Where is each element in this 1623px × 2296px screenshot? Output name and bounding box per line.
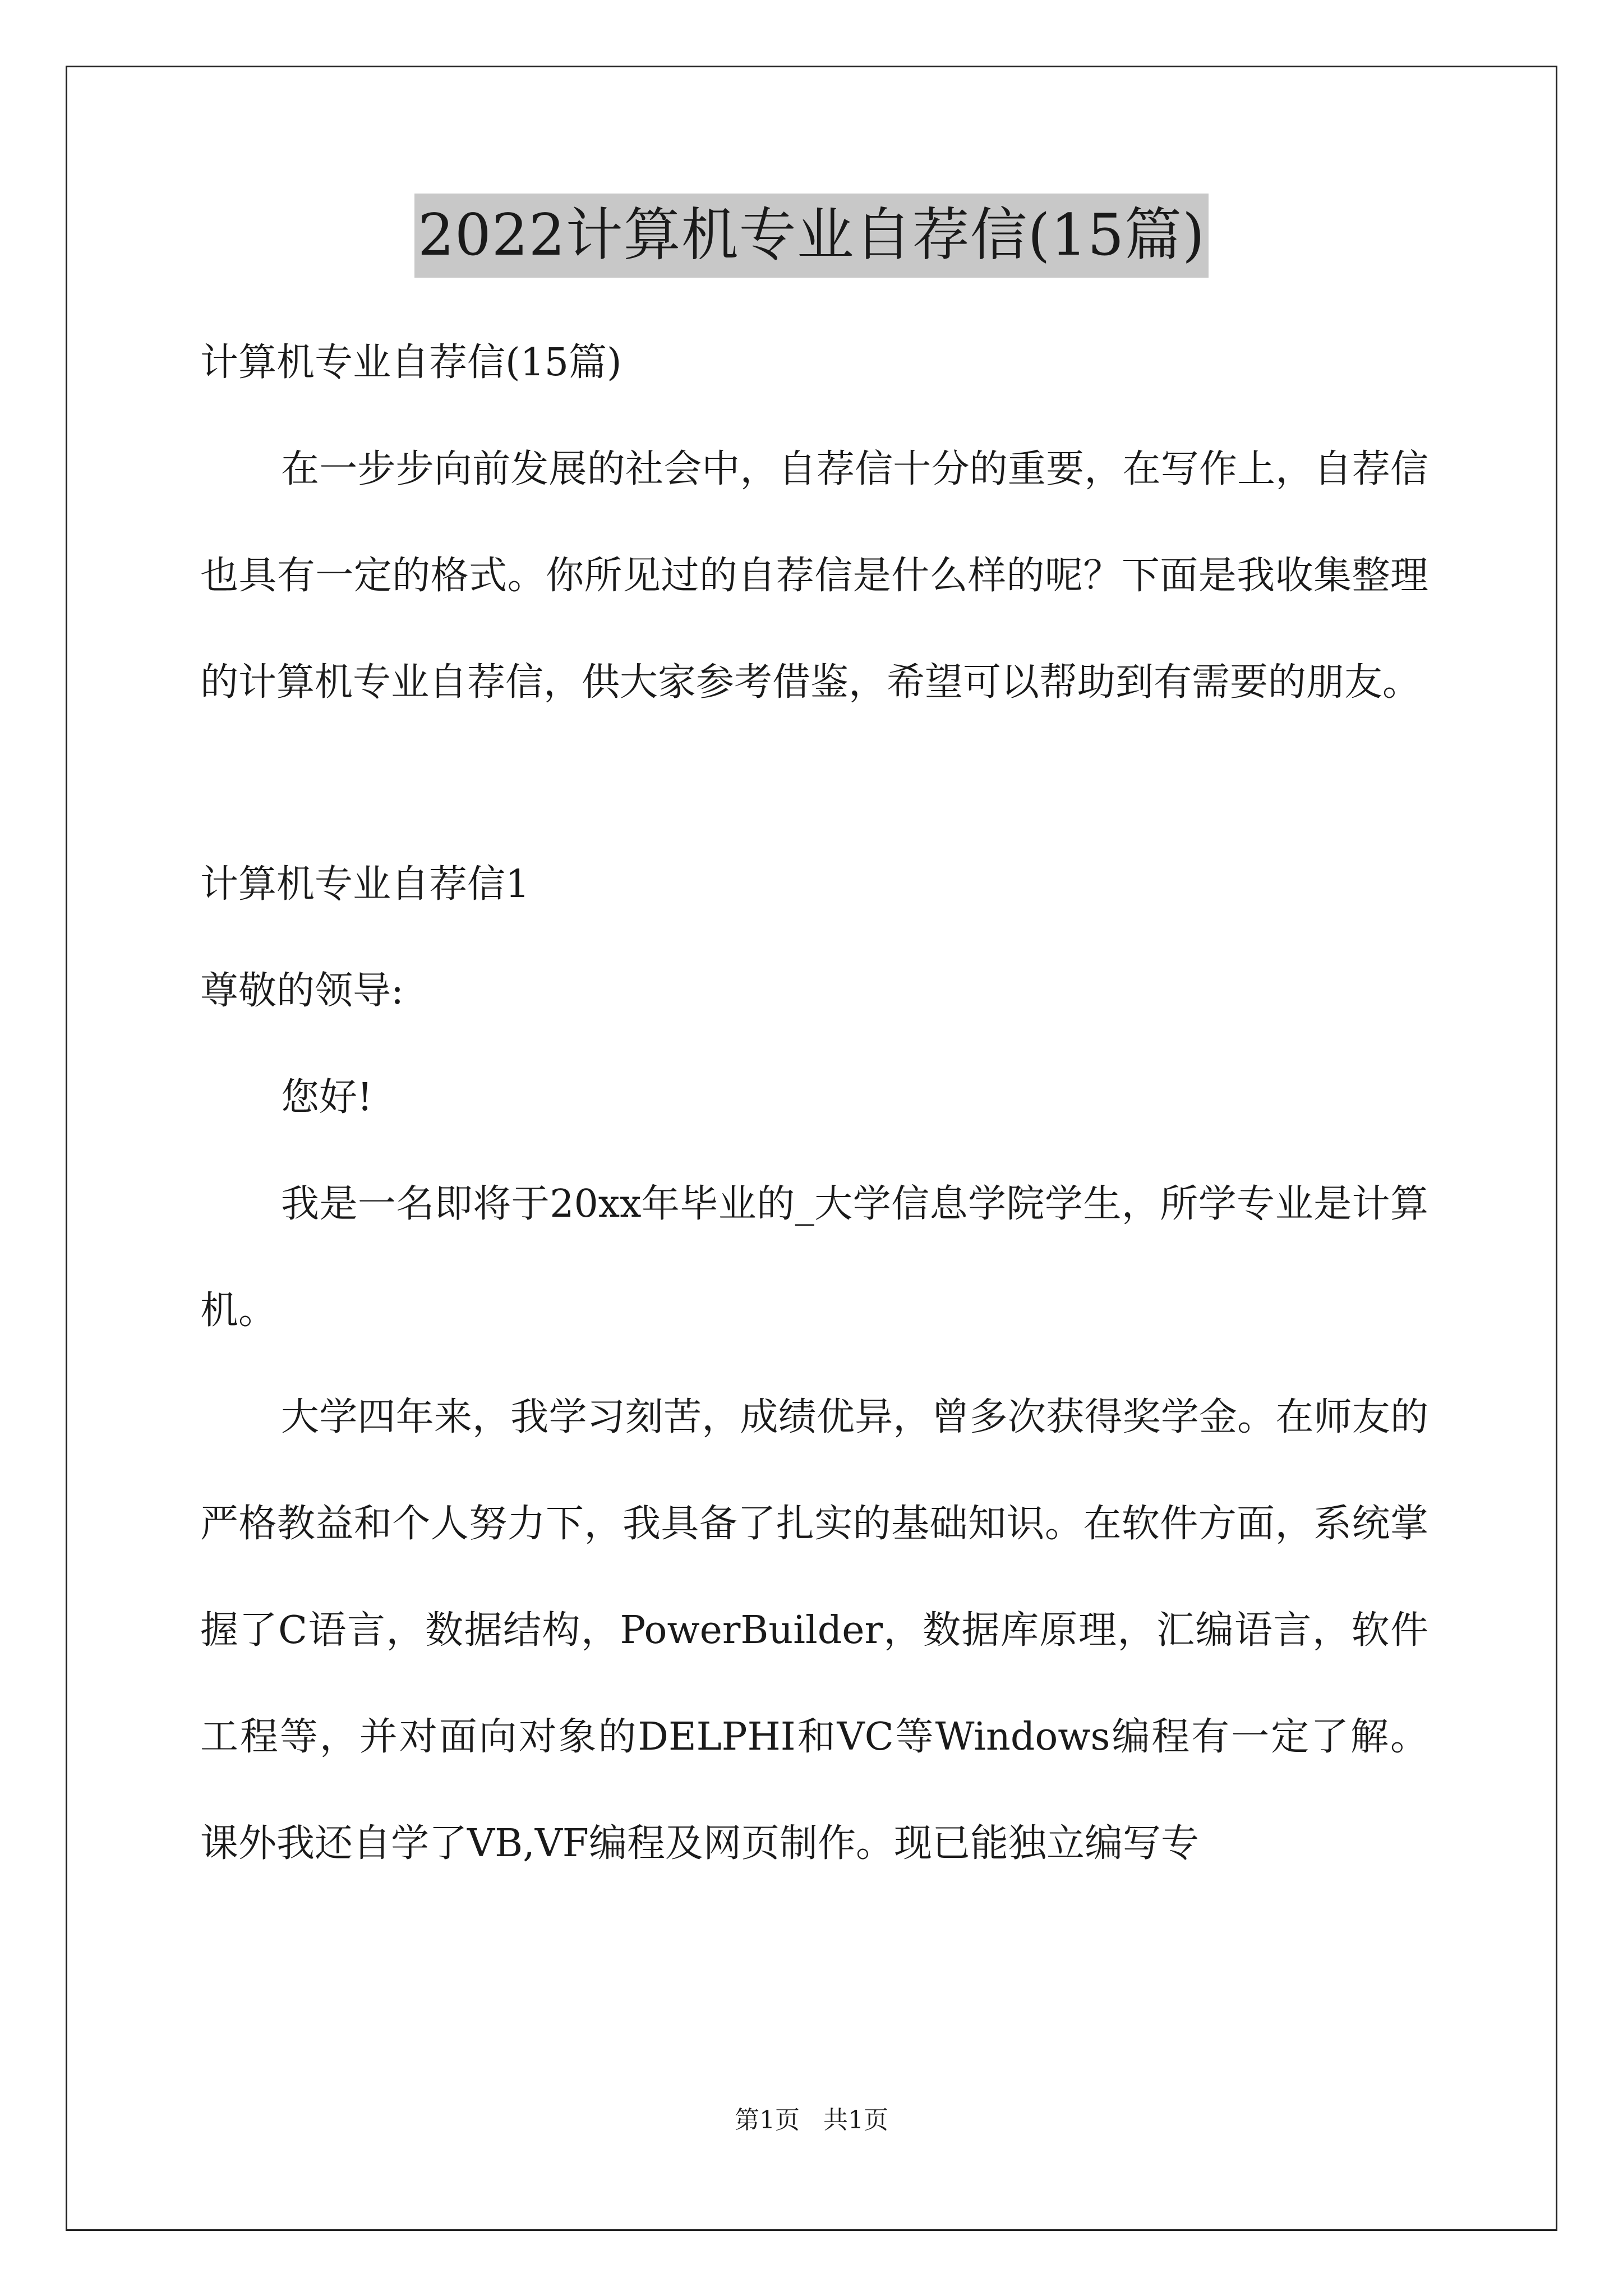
salutation: 尊敬的领导: [200, 969, 404, 1013]
document-title: 2022计算机专业自荐信(15篇) [414, 194, 1209, 278]
document-subtitle: 计算机专业自荐信(15篇) [200, 341, 622, 385]
intro-paragraph: 在一步步向前发展的社会中，自荐信十分的重要，在写作上，自荐信也具有一定的格式。你所见过的自荐信是什么样的呢？下面是我收集整理的计算机专业自荐信，供大家参考借鉴，希望可以帮助到有需要的朋友。 [200, 447, 1428, 705]
letter-heading: 计算机专业自荐信1 [200, 862, 530, 907]
page-footer: 第1页 共1页 [735, 2106, 888, 2134]
section-spacer [200, 736, 1428, 831]
title-container [0, 194, 1623, 278]
body-paragraph-2: 大学四年来，我学习刻苦，成绩优异，曾多次获得奖学金。在师友的严格教益和个人努力下，我具备了扎实的基础知识。在软件方面，系统掌握了C语言，数据结构，PowerBuilder，数据库原理，汇编语言，软件工程等，并对面向对象的DELPHI和VC等Windows编程有一定了解。课外我还自学了VB,VF编程及网页制作。现已能独立编写专 [200, 1395, 1428, 1866]
body-paragraph-1: 我是一名即将于20xx年毕业的_大学信息学院学生，所学专业是计算机。 [200, 1182, 1428, 1333]
greeting: 您好! [281, 1075, 373, 1120]
document-body [200, 310, 1428, 1897]
